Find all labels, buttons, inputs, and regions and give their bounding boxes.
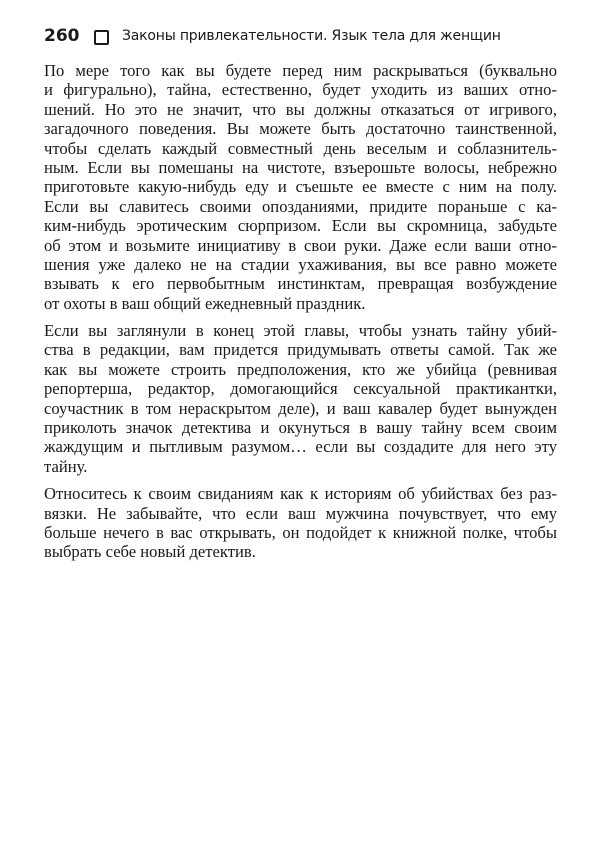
text-line: взывать к его первобытным инстинктам, превращая возбуждение [44, 274, 557, 294]
text-line: загадочного поведения. Вы можете быть достаточно таинственной, [44, 119, 557, 139]
text-line: приготовьте какую-нибудь еду и съешьте ее вместе с ним на полу. [44, 177, 557, 197]
text-line: соучастник в том нераскрытом деле), и ваш кавалер будет вынужден [44, 398, 557, 418]
paragraph [44, 61, 557, 313]
paragraph [44, 321, 557, 476]
running-title: Законы привлекательности. Язык тела для женщин [122, 28, 501, 44]
text-line: жаждущим и пытливым разумом… если вы создадите для него эту [44, 437, 557, 457]
square-bullet-icon [94, 30, 109, 45]
text-line: приколоть значок детектива и окунуться в вашу тайну всем своим [44, 418, 557, 438]
text-line: шений. Но это не значит, что вы должны отказаться от игривого, [44, 99, 557, 119]
text-line: чтобы сделать каждый совместный день веселым и соблазнитель- [44, 138, 557, 158]
text-line: По мере того как вы будете перед ним раскрываться (буквально [44, 61, 557, 80]
paragraph [44, 484, 557, 562]
body-text [44, 61, 557, 570]
text-line: ким-нибудь эротическим сюрпризом. Если вы скромница, забудьте [44, 216, 557, 236]
page-number: 260 [44, 26, 80, 46]
text-line: вязки. Не забывайте, что если ваш мужчина почувствует, что ему [44, 503, 557, 523]
text-line: ным. Если вы помешаны на чистоте, взъерошьте волосы, небрежно [44, 157, 557, 177]
text-line: Если вы заглянули в конец этой главы, чтобы узнать тайну убий- [44, 321, 557, 341]
text-line: как вы можете строить предположения, кто же убийца (ревнивая [44, 359, 557, 379]
text-line: об этом и возьмите инициативу в свои руки. Даже если ваши отно- [44, 235, 557, 255]
text-line: тайну. [44, 456, 88, 476]
text-line: и фигурально), тайна, естественно, будет уходить из ваших отно- [44, 80, 557, 100]
text-line: Если вы славитесь своими опозданиями, придите пораньше с ка- [44, 196, 557, 216]
text-line: шения уже далеко не на стадии ухаживания, вы все равно можете [44, 254, 557, 274]
running-header [44, 26, 564, 50]
text-line: ства в редакции, вам придется придумывать ответы самой. Так же [44, 340, 557, 360]
text-line: Относитесь к своим свиданиям как к историям об убийствах без раз- [44, 484, 557, 504]
text-line: репортерша, редактор, домогающийся сексуальной практикантки, [44, 379, 557, 399]
text-line: выбрать себе новый детектив. [44, 542, 256, 562]
text-line: больше нечего в вас открывать, он подойдет к книжной полке, чтобы [44, 522, 557, 542]
text-line: от охоты в ваш общий ежедневный праздник. [44, 293, 366, 313]
